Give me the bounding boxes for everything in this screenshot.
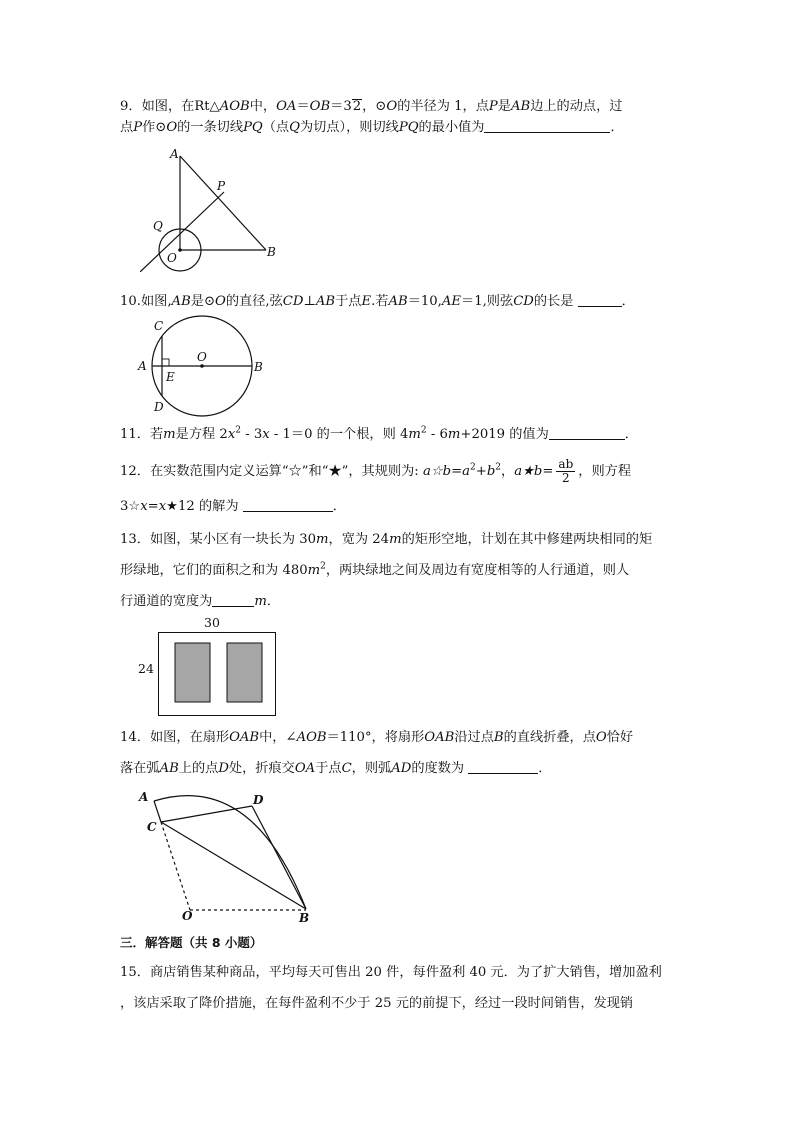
- label-C: C: [154, 319, 164, 333]
- q13-figure: [158, 632, 278, 718]
- label-E: E: [166, 370, 175, 384]
- label-A: A: [138, 359, 147, 373]
- label-O: O: [197, 350, 207, 364]
- answer-blank[interactable]: [549, 426, 625, 440]
- label-D: D: [253, 793, 264, 807]
- label-Q: Q: [153, 219, 163, 233]
- q15-line2: ，该店采取了降价措施，在每件盈利不少于 25 元的前提下，经过一段时间销售，发现销: [120, 996, 634, 1011]
- q11-line: 11．若m是方程 $2x^2 - 3x - 1=0$ 的一个根，则 $4m^2 - 6m+2019$ 的值为 ．: [120, 425, 638, 442]
- answer-blank[interactable]: [484, 119, 610, 133]
- q10-line: 10.如图,AB是⊙O的直径,弦CD⊥AB于点E.若AB＝10,AE＝1,则弦CD的长是 ．: [120, 294, 635, 309]
- q9-figure: [140, 142, 290, 272]
- q14-line2: 落在弧AB上的点D处，折痕交OA于点C，则弧AD的度数为 ．: [120, 761, 552, 776]
- label-B: B: [267, 245, 276, 259]
- label-C: C: [147, 820, 157, 834]
- q13-width-label: 30: [204, 615, 220, 630]
- answer-blank[interactable]: [212, 593, 254, 607]
- label-D: D: [154, 400, 164, 414]
- answer-blank[interactable]: [243, 498, 333, 512]
- fraction-ab-over-2: $\frac{ab}{2}$: [558, 457, 574, 485]
- q13-height-label: 24: [138, 661, 154, 676]
- q13-line3: 行通道的宽度为 m．: [120, 594, 281, 609]
- q13-line1: 13．如图，某小区有一块长为 30m，宽为 24m的矩形空地，计划在其中修建两块相同的矩: [120, 532, 653, 547]
- q9-line2: 点P作⊙O的一条切线PQ（点Q为切点），则切线PQ的最小值为 ．: [120, 120, 624, 135]
- answer-blank[interactable]: [468, 760, 538, 774]
- q12-line2: 3☆x=x★12 的解为 ．: [120, 499, 346, 514]
- label-B: B: [254, 360, 263, 374]
- label-B: B: [299, 911, 310, 925]
- q9-line1: 9．如图，在Rt△AOB中，OA＝OB＝32，⊙O的半径为 1，点P是AB边上的动点，过: [120, 99, 623, 114]
- q14-figure: [132, 785, 322, 925]
- label-A: A: [170, 147, 179, 161]
- section-heading: 三．解答题（共 8 小题）: [120, 935, 263, 950]
- q13-line2: 形绿地，它们的面积之和为 $480m^2$，两块绿地之间及周边有宽度相等的人行通道，则人: [120, 561, 630, 578]
- q12-line1: 12．在实数范围内定义运算“☆”和“★”，其规则为: $a☆b=a^2+b^2$，a★b= $\frac{ab}{2}$ ，则方程: [120, 457, 632, 485]
- label-P: P: [217, 179, 226, 193]
- answer-blank[interactable]: [578, 293, 622, 307]
- q15-line1: 15．商店销售某种商品，平均每天可售出 20 件，每件盈利 40 元．为了扩大销售，增加盈利: [120, 965, 662, 980]
- sqrt-2: 2: [352, 99, 362, 114]
- q10-figure: [132, 312, 272, 422]
- label-O: O: [167, 251, 177, 265]
- label-O: O: [182, 909, 193, 923]
- q14-line1: 14．如图，在扇形OAB中，∠AOB＝110°，将扇形OAB沿过点B的直线折叠，点O恰好: [120, 730, 634, 745]
- label-A: A: [139, 790, 149, 804]
